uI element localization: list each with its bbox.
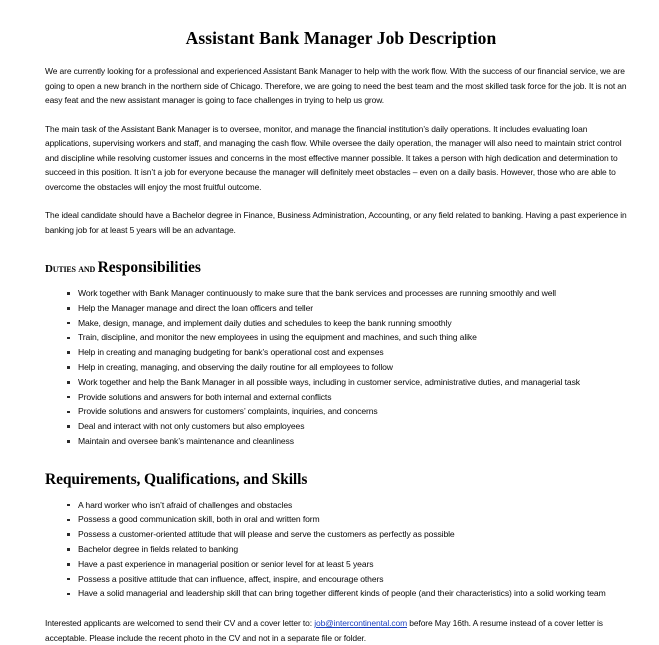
list-item-text: Have a past experience in managerial position or senior level for at least 5 years bbox=[78, 558, 374, 569]
bullet-icon bbox=[67, 337, 70, 340]
list-item-text: Provide solutions and answers for customers’ complaints, inquiries, and concerns bbox=[78, 406, 378, 417]
section-heading-duties-main: Responsibilities bbox=[97, 259, 201, 277]
list-item-text: Possess a customer-oriented attitude that will please and serve the customers as perfectly as possible bbox=[78, 529, 455, 540]
requirements-list bbox=[45, 498, 637, 602]
bullet-icon bbox=[67, 533, 70, 536]
intro-paragraph-3: The ideal candidate should have a Bachelor degree in Finance, Business Administration, Accounting, or any field related to banking. Having a past experience in banking job for at least 5 years will be an advantage. bbox=[45, 210, 627, 235]
list-item-text: Maintain and oversee bank’s maintenance and cleanliness bbox=[78, 435, 294, 446]
page-title: Assistant Bank Manager Job Description bbox=[185, 28, 497, 48]
list-item-text: Work together and help the Bank Manager in all possible ways, including in customer service, administrative duties, and managerial task bbox=[78, 376, 580, 387]
list-item-text: Work together with Bank Manager continuously to make sure that the bank services and processes are running smoothly and well bbox=[78, 288, 556, 298]
list-item-text: Help in creating, managing, and observing the daily routine for all employees to follow bbox=[78, 361, 393, 372]
bullet-icon bbox=[67, 519, 70, 522]
list-item bbox=[45, 345, 637, 360]
list-item-text: Make, design, manage, and implement daily duties and schedules to keep the bank running smoothly bbox=[78, 317, 452, 328]
bullet-icon bbox=[67, 578, 70, 581]
intro-paragraph-2: The main task of the Assistant Bank Manager is to oversee, monitor, and manage the financial institution’s daily operations. It includes evaluating loan applications, supervising workers and staff, and managing the cash flow. While oversee the daily operation, the manager will also need to maintain strict control and discipline while resolving customer issues and concerns in the most effective manner possible. It takes a person with high dedication and determination to succeed in this position. It isn’t a job for everyone because the manager will definitely meet obstacles – even on a daily basis. However, those who are able to overcome the obstacles will enjoy the most fruitful outcome. bbox=[45, 123, 622, 192]
list-item-text: Bachelor degree in fields related to banking bbox=[78, 543, 239, 554]
list-item-text: Possess a good communication skill, both in oral and written form bbox=[78, 514, 320, 525]
bullet-icon bbox=[67, 366, 70, 369]
list-item bbox=[45, 512, 637, 527]
list-item-text: Possess a positive attitude that can influence, affect, inspire, and encourage others bbox=[78, 573, 384, 584]
list-item bbox=[45, 330, 637, 345]
list-item bbox=[45, 434, 637, 449]
list-item bbox=[45, 542, 637, 557]
list-item bbox=[45, 360, 637, 375]
bullet-icon bbox=[67, 381, 70, 384]
bullet-icon bbox=[67, 504, 70, 507]
list-item bbox=[45, 498, 637, 513]
list-item-text: Help the Manager manage and direct the loan officers and teller bbox=[78, 302, 313, 313]
bullet-icon bbox=[67, 292, 70, 295]
list-item bbox=[45, 572, 637, 587]
list-item-text: Provide solutions and answers for both internal and external conflicts bbox=[78, 391, 332, 402]
list-item-text: Train, discipline, and monitor the new employees in using the equipment and machines, and such thing alike bbox=[78, 332, 477, 343]
bullet-icon bbox=[67, 411, 70, 414]
bullet-icon bbox=[67, 563, 70, 566]
list-item bbox=[45, 375, 637, 390]
list-item bbox=[45, 316, 637, 331]
list-item bbox=[45, 301, 637, 316]
list-item bbox=[45, 286, 637, 301]
list-item bbox=[45, 557, 637, 572]
closing-text-before: Interested applicants are welcomed to send their CV and a cover letter to: bbox=[45, 618, 315, 629]
list-item bbox=[45, 419, 637, 434]
intro-paragraph-1: We are currently looking for a professional and experienced Assistant Bank Manager to help with the work flow. With the success of our financial service, we are going to open a new branch in the northern side of Chicago. Therefore, we are going to need the best team and the most skilled task force for the job. It is not an easy feat and the new assistant manager is going to face challenges in trying to help us grow. bbox=[45, 66, 627, 106]
list-item bbox=[45, 586, 637, 601]
list-item-text: Help in creating and managing budgeting for bank’s operational cost and expenses bbox=[78, 347, 384, 358]
bullet-icon bbox=[67, 351, 70, 354]
duties-list bbox=[45, 286, 637, 449]
bullet-icon bbox=[67, 440, 70, 443]
list-item-text: Have a solid managerial and leadership skill that can bring together different kinds of people (and their characteristics) into a solid working team bbox=[78, 588, 606, 599]
application-email-link[interactable]: job@intercontinental.com bbox=[314, 618, 408, 629]
bullet-icon bbox=[67, 425, 70, 428]
list-item bbox=[45, 404, 637, 419]
bullet-icon bbox=[67, 322, 70, 325]
closing-paragraph bbox=[45, 616, 628, 645]
section-heading-duties bbox=[45, 259, 637, 277]
list-item-text: A hard worker who isn’t afraid of challenges and obstacles bbox=[78, 499, 293, 510]
section-heading-requirements: Requirements, Qualifications, and Skills bbox=[45, 470, 308, 488]
bullet-icon bbox=[67, 593, 70, 596]
list-item-text: Deal and interact with not only customers but also employees bbox=[78, 421, 305, 432]
list-item bbox=[45, 390, 637, 405]
closing-text-after: before May 16th. A resume instead of a cover letter is acceptable. Please include the recent photo in the CV and not in a separate file or folder. bbox=[45, 618, 603, 643]
list-item bbox=[45, 527, 637, 542]
bullet-icon bbox=[67, 307, 70, 310]
section-heading-duties-prefix: Duties and bbox=[45, 263, 98, 276]
bullet-icon bbox=[67, 396, 70, 399]
